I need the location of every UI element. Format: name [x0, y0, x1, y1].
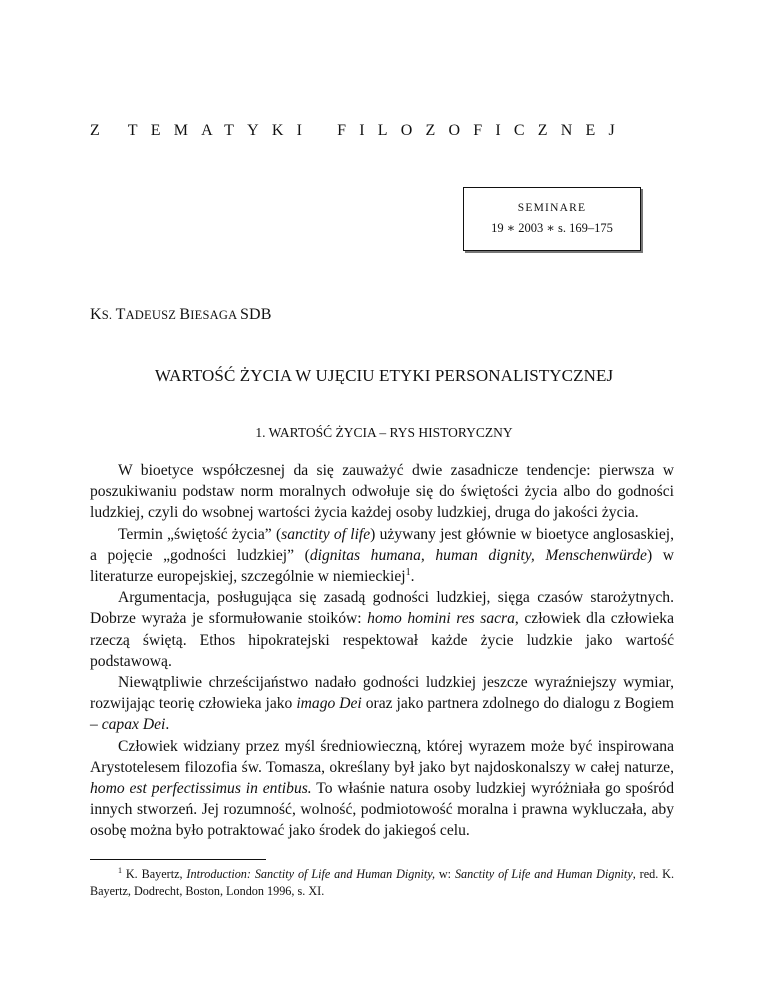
journal-name: SEMINARE: [517, 202, 587, 214]
paragraph: Niewątpliwie chrześcijaństwo nadało godności ludzkiej jeszcze wyraźniejszy wymiar, rozwijając teorię człowieka jako imago Dei oraz jako partnera zdolnego do dialogu z Bogiem – capax Dei.: [90, 674, 675, 734]
footnote-divider: [90, 859, 266, 860]
paragraph: Termin „świętość życia” (sanctity of life) używany jest głównie w bioetyce anglosaskiej, a pojęcie „godności ludzkiej” (dignitas humana, human dignity, Menschenwürde) w literaturze europejskiej, szczególnie w niemieckiej$^1$.: [90, 525, 674, 586]
section-heading: [90, 122, 690, 140]
article-title: WARTOŚĆ ŻYCIA W UJĘCIU ETYKI PERSONALISTYCZNEJ: [154, 366, 614, 385]
author-line: KS. TADEUSZ BIESAGA SDB: [90, 306, 272, 323]
footnote-number: 1: [118, 865, 122, 875]
section-heading-word: FILOZOFICZNEJ: [337, 122, 628, 139]
section-heading-word: TEMATYKI: [127, 122, 316, 139]
paragraph: Argumentacja, posługująca się zasadą godności ludzkiej, sięga czasów starożytnych. Dobrze wyraża je sformułowanie stoików: homo homini res sacra, człowiek dla człowieka rzeczą świętą. Ethos hipokratejski respektował każde życie ludzkie jako wartość podstawową.: [90, 589, 674, 670]
footnote: $^1$ K. Bayertz, Introduction: Sanctity of Life and Human Dignity, w: Sanctity of Life and Human Dignity, red. K. Bayertz, Dodrecht, Boston, London 1996, s. XI.: [90, 865, 674, 898]
journal-volume-pages: 19 ∗ 2003 ∗ s. 169–175: [491, 221, 613, 235]
journal-info-box: [463, 187, 641, 251]
paragraph: W bioetyce współczesnej da się zauważyć dwie zasadnicze tendencje: pierwsza w poszukiwaniu podstaw norm moralnych odwołuje się do świętości życia albo do godności ludzkiej, czyli do wsobnej wartości życia każdej osoby ludzkiej, druga do jakości życia.: [90, 462, 674, 522]
article-body: [90, 460, 674, 842]
footnote-reference[interactable]: 1: [405, 566, 411, 578]
section-heading-word: Z: [90, 122, 100, 139]
section-title: 1. WARTOŚĆ ŻYCIA – RYS HISTORYCZNY: [255, 425, 513, 440]
paragraph: Człowiek widziany przez myśl średniowieczną, której wyrazem może być inspirowana Arystotelesem filozofia św. Tomasza, określany był jako byt najdoskonalszy w całej naturze, homo est perfectissimus in entibus. To właśnie natura osoby ludzkiej wyróżniała go spośród innych stworzeń. Jej rozumność, wolność, podmiotowość moralna i prawna wykluczała, aby osobę można było potraktować jako środek do jakiegoś celu.: [90, 737, 674, 840]
